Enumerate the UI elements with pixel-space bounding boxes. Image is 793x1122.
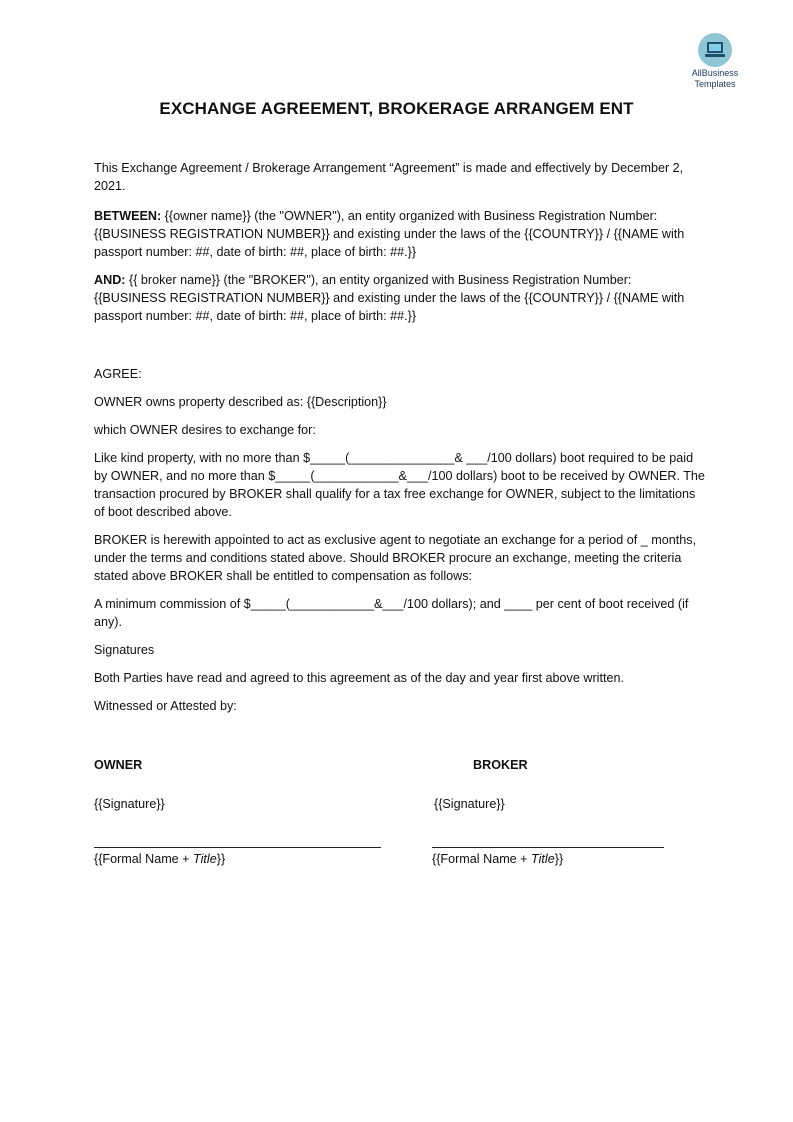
commission-paragraph: A minimum commission of $_____(____________&___/100 dollars); and ____ per cent of boot received (if any). xyxy=(94,597,689,629)
between-paragraph xyxy=(94,207,706,261)
broker-name-suffix: }} xyxy=(554,852,564,866)
signatures-heading: Signatures xyxy=(94,643,155,657)
between-label: BETWEEN: xyxy=(94,209,162,223)
logo-text-line2: Templates xyxy=(694,79,736,89)
and-text: {{ broker name}} (the "BROKER"), an entity organized with Business Registration Number: {{BUSINESS REGISTRATION NUMBER}} and existing under the laws of the {{COUNTRY}} / {{NAME with passport number: ##, date of birth: ##, place of birth: ##.}} xyxy=(94,273,685,323)
owner-signature-line xyxy=(94,847,381,848)
owner-signature-placeholder: {{Signature}} xyxy=(94,797,165,811)
broker-signature-line xyxy=(432,847,664,848)
broker-appointed-paragraph: BROKER is herewith appointed to act as exclusive agent to negotiate an exchange for a period of _ months, under the terms and conditions stated above. Should BROKER procure an exchange, meeting the criteria stated above BROKER shall be entitled to compensation as follows: xyxy=(94,533,697,583)
witnessed-paragraph: Witnessed or Attested by: xyxy=(94,699,237,713)
intro-paragraph: This Exchange Agreement / Brokerage Arrangement “Agreement” is made and effectively by December 2, 2021. xyxy=(94,161,684,193)
broker-name-italic: Title xyxy=(531,852,555,866)
broker-label: BROKER xyxy=(473,758,528,772)
owner-label: OWNER xyxy=(94,758,143,772)
owner-name-title xyxy=(94,850,225,868)
exchange-for-paragraph: which OWNER desires to exchange for: xyxy=(94,423,316,437)
between-text: {{owner name}} (the "OWNER"), an entity organized with Business Registration Number: {{BUSINESS REGISTRATION NUMBER}} and existing under the laws of the {{COUNTRY}} / {{NAME with passport number: ##, date of birth: ##, place of birth: ##.}} xyxy=(94,209,685,259)
document-body xyxy=(94,159,706,715)
and-paragraph xyxy=(94,271,706,325)
agree-heading: AGREE: xyxy=(94,367,142,381)
both-parties-paragraph: Both Parties have read and agreed to this agreement as of the day and year first above written. xyxy=(94,671,624,685)
owner-name-italic: Title xyxy=(193,852,217,866)
allbusiness-logo xyxy=(684,33,746,89)
broker-name-title xyxy=(432,850,563,868)
document-title: EXCHANGE AGREEMENT, BROKERAGE ARRANGEM ENT xyxy=(159,99,634,118)
and-label: AND: xyxy=(94,273,126,287)
logo-text-line1: AllBusiness xyxy=(691,68,739,78)
broker-name-prefix: {{Formal Name + xyxy=(432,852,532,866)
owner-property-paragraph: OWNER owns property described as: {{Description}} xyxy=(94,395,387,409)
owner-name-prefix: {{Formal Name + xyxy=(94,852,194,866)
like-kind-paragraph: Like kind property, with no more than $_____(_______________& ___/100 dollars) boot required to be paid by OWNER, and no more than $_____(____________&___/100 dollars) boot to be received by OWNER. The transaction procured by BROKER shall qualify for a tax free exchange for OWNER, subject to the limitations of boot described above. xyxy=(94,451,705,519)
owner-name-suffix: }} xyxy=(216,852,226,866)
broker-signature-placeholder: {{Signature}} xyxy=(434,797,505,811)
laptop-icon xyxy=(698,33,732,67)
